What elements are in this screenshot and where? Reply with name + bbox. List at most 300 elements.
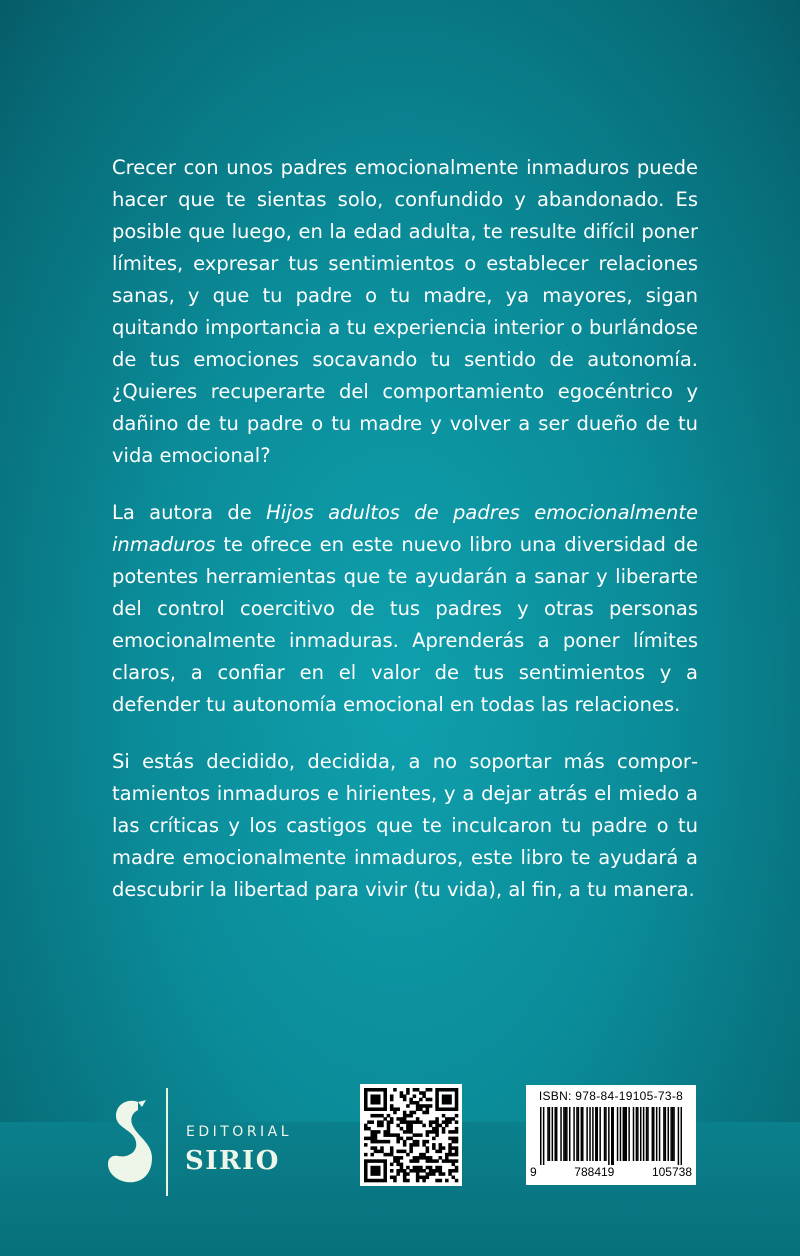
barcode-bar xyxy=(586,1107,588,1161)
qr-module xyxy=(416,1133,420,1137)
qr-module xyxy=(367,1137,371,1141)
qr-module xyxy=(393,1159,397,1163)
qr-module xyxy=(442,1094,446,1098)
qr-module xyxy=(439,1179,443,1183)
qr-module xyxy=(416,1172,420,1176)
qr-module xyxy=(396,1169,400,1173)
qr-module xyxy=(455,1140,459,1144)
qr-module xyxy=(390,1104,394,1108)
qr-module xyxy=(377,1101,381,1105)
qr-module xyxy=(400,1163,404,1167)
qr-module xyxy=(396,1124,400,1128)
qr-module xyxy=(445,1156,449,1160)
qr-module xyxy=(435,1117,439,1121)
qr-module xyxy=(387,1124,391,1128)
qr-module xyxy=(377,1120,381,1124)
qr-module xyxy=(409,1114,413,1118)
qr-module xyxy=(452,1153,456,1157)
qr-module xyxy=(416,1107,420,1111)
qr-module xyxy=(409,1098,413,1102)
qr-module xyxy=(422,1111,426,1115)
qr-module xyxy=(442,1159,446,1163)
qr-module xyxy=(435,1104,439,1108)
barcode-bar xyxy=(611,1107,613,1165)
qr-module xyxy=(370,1130,374,1134)
qr-module xyxy=(439,1146,443,1150)
qr-module xyxy=(380,1179,384,1183)
qr-module xyxy=(455,1091,459,1095)
qr-module xyxy=(439,1143,443,1147)
barcode-bar xyxy=(681,1107,682,1165)
barcode-bar xyxy=(565,1107,567,1161)
barcode-bar xyxy=(582,1107,584,1161)
qr-module xyxy=(413,1101,417,1105)
qr-module xyxy=(422,1169,426,1173)
qr-module xyxy=(377,1124,381,1128)
qr-module xyxy=(439,1088,443,1092)
qr-module xyxy=(416,1176,420,1180)
barcode xyxy=(540,1107,682,1165)
qr-module xyxy=(432,1130,436,1134)
qr-module xyxy=(377,1159,381,1163)
qr-module xyxy=(380,1124,384,1128)
qr-module xyxy=(426,1107,430,1111)
qr-module xyxy=(370,1179,374,1183)
qr-module xyxy=(455,1169,459,1173)
qr-module xyxy=(380,1150,384,1154)
qr-module xyxy=(400,1120,404,1124)
qr-module xyxy=(455,1107,459,1111)
qr-module xyxy=(429,1104,433,1108)
barcode-bar xyxy=(628,1107,630,1161)
qr-module xyxy=(390,1163,394,1167)
qr-module xyxy=(380,1114,384,1118)
qr-module xyxy=(426,1176,430,1180)
qr-module xyxy=(374,1094,378,1098)
qr-module xyxy=(374,1107,378,1111)
qr-module xyxy=(455,1150,459,1154)
qr-module xyxy=(409,1120,413,1124)
qr-module xyxy=(416,1117,420,1121)
qr-module xyxy=(390,1094,394,1098)
qr-module xyxy=(406,1114,410,1118)
barcode-bar xyxy=(678,1107,680,1165)
qr-module xyxy=(400,1117,404,1121)
qr-module xyxy=(439,1156,443,1160)
qr-module xyxy=(387,1153,391,1157)
qr-module xyxy=(370,1107,374,1111)
qr-module xyxy=(416,1120,420,1124)
qr-module xyxy=(435,1107,439,1111)
qr-module xyxy=(435,1130,439,1134)
qr-module xyxy=(364,1094,368,1098)
qr-module xyxy=(367,1088,371,1092)
qr-module xyxy=(377,1179,381,1183)
qr-module xyxy=(455,1088,459,1092)
qr-module xyxy=(439,1124,443,1128)
barcode-bar xyxy=(605,1107,607,1161)
qr-module xyxy=(403,1120,407,1124)
qr-module xyxy=(409,1159,413,1163)
qr-module xyxy=(452,1107,456,1111)
barcode-bar xyxy=(647,1107,649,1161)
qr-module xyxy=(445,1094,449,1098)
qr-module xyxy=(403,1140,407,1144)
qr-module xyxy=(432,1143,436,1147)
qr-module xyxy=(383,1098,387,1102)
qr-module xyxy=(429,1120,433,1124)
qr-module xyxy=(383,1153,387,1157)
qr-module xyxy=(390,1117,394,1121)
qr-module xyxy=(429,1156,433,1160)
publisher-logo xyxy=(108,1088,328,1198)
qr-code xyxy=(360,1084,462,1186)
barcode-bar xyxy=(576,1107,578,1161)
qr-module xyxy=(416,1140,420,1144)
qr-module xyxy=(400,1150,404,1154)
qr-module xyxy=(383,1130,387,1134)
qr-module xyxy=(387,1140,391,1144)
barcode-digits-group-1: 788419 xyxy=(574,1165,615,1179)
qr-module xyxy=(370,1114,374,1118)
qr-module xyxy=(426,1130,430,1134)
qr-module xyxy=(442,1120,446,1124)
logo-divider xyxy=(166,1088,168,1196)
qr-module xyxy=(406,1153,410,1157)
qr-module xyxy=(370,1088,374,1092)
qr-module xyxy=(374,1098,378,1102)
qr-module xyxy=(429,1166,433,1170)
barcode-bar xyxy=(643,1107,645,1161)
qr-module xyxy=(406,1166,410,1170)
qr-module xyxy=(452,1163,456,1167)
qr-module xyxy=(380,1159,384,1163)
qr-module xyxy=(403,1169,407,1173)
qr-module xyxy=(406,1088,410,1092)
barcode-bar xyxy=(554,1107,556,1161)
qr-module xyxy=(370,1120,374,1124)
qr-module xyxy=(416,1101,420,1105)
qr-module xyxy=(429,1088,433,1092)
qr-module xyxy=(383,1101,387,1105)
swan-icon xyxy=(108,1098,152,1184)
qr-module xyxy=(374,1133,378,1137)
qr-module xyxy=(445,1159,449,1163)
barcode-bar xyxy=(595,1107,597,1161)
qr-module xyxy=(435,1159,439,1163)
qr-module xyxy=(429,1169,433,1173)
qr-module xyxy=(435,1133,439,1137)
qr-module xyxy=(377,1169,381,1173)
qr-module xyxy=(435,1127,439,1131)
qr-module xyxy=(409,1124,413,1128)
qr-module xyxy=(393,1179,397,1183)
qr-module xyxy=(448,1130,452,1134)
barcode-bar xyxy=(640,1107,642,1161)
qr-module xyxy=(364,1159,368,1163)
qr-module xyxy=(364,1104,368,1108)
qr-module xyxy=(409,1143,413,1147)
qr-module xyxy=(448,1120,452,1124)
barcode-bar xyxy=(656,1107,658,1161)
qr-module xyxy=(416,1088,420,1092)
qr-module xyxy=(419,1091,423,1095)
barcode-bar xyxy=(540,1107,542,1165)
qr-module xyxy=(374,1140,378,1144)
qr-module xyxy=(396,1107,400,1111)
qr-module xyxy=(367,1120,371,1124)
paragraph-2-start: La autora de xyxy=(112,501,267,524)
qr-module xyxy=(435,1124,439,1128)
publisher-name-line-1: EDITORIAL xyxy=(186,1124,293,1140)
qr-module xyxy=(370,1146,374,1150)
qr-module xyxy=(426,1166,430,1170)
qr-module xyxy=(435,1088,439,1092)
qr-module xyxy=(380,1146,384,1150)
qr-module xyxy=(383,1107,387,1111)
qr-module xyxy=(452,1140,456,1144)
qr-module xyxy=(455,1137,459,1141)
qr-module xyxy=(452,1176,456,1180)
qr-module xyxy=(419,1153,423,1157)
qr-module xyxy=(403,1130,407,1134)
qr-module xyxy=(409,1150,413,1154)
qr-module xyxy=(426,1156,430,1160)
qr-module xyxy=(432,1169,436,1173)
qr-module xyxy=(445,1101,449,1105)
qr-module xyxy=(403,1143,407,1147)
qr-module xyxy=(403,1172,407,1176)
publisher-name-line-2: SIRIO xyxy=(185,1146,280,1176)
qr-module xyxy=(416,1159,420,1163)
paragraph-3: Si estás decidido, decidida, a no soportar más comportamientos inmaduros e hirientes, y a dejar atrás el miedo a las críticas y los castigos que te inculcaron tu padre o tu madre emocionalmente inmaduros, este libro te ayudará a descubrir la libertad para vivir (tu vida), al fin, a tu manera. xyxy=(112,750,698,901)
qr-module xyxy=(367,1179,371,1183)
qr-module xyxy=(426,1159,430,1163)
barcode-bar xyxy=(620,1107,622,1161)
qr-module xyxy=(367,1159,371,1163)
barcode-bar xyxy=(573,1107,575,1161)
qr-module xyxy=(416,1104,420,1108)
qr-module xyxy=(455,1153,459,1157)
qr-module xyxy=(413,1133,417,1137)
qr-module xyxy=(387,1133,391,1137)
qr-module xyxy=(439,1150,443,1154)
qr-module xyxy=(383,1094,387,1098)
barcode-bar xyxy=(665,1107,667,1161)
qr-module xyxy=(393,1107,397,1111)
qr-module xyxy=(426,1140,430,1144)
qr-module xyxy=(445,1153,449,1157)
qr-module xyxy=(455,1127,459,1131)
qr-module xyxy=(435,1120,439,1124)
qr-module xyxy=(448,1146,452,1150)
barcode-bar xyxy=(599,1107,601,1161)
qr-module xyxy=(455,1166,459,1170)
qr-module xyxy=(390,1153,394,1157)
qr-module xyxy=(403,1176,407,1180)
qr-module xyxy=(426,1146,430,1150)
qr-module xyxy=(364,1088,368,1092)
qr-module xyxy=(364,1101,368,1105)
qr-module xyxy=(393,1088,397,1092)
qr-module xyxy=(426,1111,430,1115)
qr-module xyxy=(445,1120,449,1124)
qr-module xyxy=(419,1176,423,1180)
qr-module xyxy=(413,1166,417,1170)
barcode-bar xyxy=(624,1107,626,1161)
qr-module xyxy=(364,1127,368,1131)
qr-module xyxy=(383,1159,387,1163)
qr-module xyxy=(419,1098,423,1102)
qr-module xyxy=(455,1104,459,1108)
qr-module xyxy=(416,1169,420,1173)
qr-module xyxy=(432,1127,436,1131)
qr-module xyxy=(374,1179,378,1183)
qr-module xyxy=(370,1137,374,1141)
qr-module xyxy=(383,1104,387,1108)
barcode-bar xyxy=(549,1107,551,1161)
qr-module xyxy=(422,1140,426,1144)
back-cover-text xyxy=(112,152,698,931)
qr-module xyxy=(387,1127,391,1131)
isbn-label: ISBN: 978-84-19105-73-8 xyxy=(538,1089,684,1103)
qr-module xyxy=(370,1133,374,1137)
qr-module xyxy=(439,1172,443,1176)
qr-module xyxy=(455,1120,459,1124)
qr-module xyxy=(396,1172,400,1176)
qr-module xyxy=(390,1120,394,1124)
qr-module xyxy=(406,1137,410,1141)
paragraph-1: Crecer con unos padres emocionalmente inmaduros puede hacer que te sientas solo, confundido y abandonado. Es posible que luego, en la edad adulta, te resulte difícil poner límites, expresar tus sentimientos o establecer relaciones sanas, y que tu padre o tu madre, ya mayores, sigan quitando importancia a tu experiencia interior o burlándose de tus emociones socavando tu sentido de autonomía. ¿Quieres recuperarte del comportamiento egocéntrico y dañino de tu padre o tu madre y volver a ser dueño de tu vida emocional? xyxy=(112,156,698,467)
qr-module xyxy=(377,1114,381,1118)
qr-module xyxy=(452,1088,456,1092)
qr-module xyxy=(374,1130,378,1134)
qr-module xyxy=(455,1146,459,1150)
qr-module xyxy=(403,1150,407,1154)
qr-module xyxy=(413,1159,417,1163)
qr-module xyxy=(396,1117,400,1121)
barcode-bar xyxy=(663,1107,665,1161)
qr-module xyxy=(390,1169,394,1173)
barcode-digits-group-2: 105738 xyxy=(651,1165,692,1179)
qr-module xyxy=(448,1137,452,1141)
qr-module xyxy=(413,1120,417,1124)
qr-module xyxy=(422,1156,426,1160)
qr-module xyxy=(422,1104,426,1108)
qr-module xyxy=(374,1159,378,1163)
qr-module xyxy=(377,1107,381,1111)
paragraph-2-rest: te ofrece en este nuevo libro una diversidad de potentes herramientas que te ayudarán a sanar y liberarte del control coercitivo de tus padres y otras personas emocionalmente inmaduras. Aprenderás a poner límites claros, a confiar en el valor de tus sentimientos y a defender tu autonomía emocional en todas las relaciones. xyxy=(112,533,698,716)
qr-module xyxy=(403,1111,407,1115)
qr-module xyxy=(413,1143,417,1147)
qr-module xyxy=(390,1098,394,1102)
qr-module xyxy=(429,1172,433,1176)
qr-module xyxy=(442,1107,446,1111)
qr-module xyxy=(422,1179,426,1183)
barcode-bar xyxy=(673,1107,675,1161)
qr-module xyxy=(442,1098,446,1102)
qr-module xyxy=(452,1169,456,1173)
qr-module xyxy=(413,1169,417,1173)
qr-module xyxy=(367,1127,371,1131)
qr-module xyxy=(380,1140,384,1144)
qr-module xyxy=(429,1098,433,1102)
qr-module xyxy=(406,1120,410,1124)
qr-module xyxy=(448,1094,452,1098)
qr-module xyxy=(370,1169,374,1173)
qr-module xyxy=(364,1153,368,1157)
qr-module xyxy=(452,1159,456,1163)
barcode-bar xyxy=(608,1107,610,1165)
qr-module xyxy=(374,1169,378,1173)
qr-module xyxy=(426,1098,430,1102)
qr-module xyxy=(370,1166,374,1170)
qr-module xyxy=(364,1137,368,1141)
paragraph-2 xyxy=(112,497,698,721)
qr-module xyxy=(400,1094,404,1098)
qr-module xyxy=(419,1169,423,1173)
qr-module xyxy=(416,1156,420,1160)
qr-module xyxy=(448,1143,452,1147)
qr-module xyxy=(445,1107,449,1111)
qr-module xyxy=(416,1166,420,1170)
qr-module xyxy=(364,1098,368,1102)
barcode-bar xyxy=(637,1107,639,1161)
qr-module xyxy=(448,1153,452,1157)
qr-module xyxy=(377,1166,381,1170)
qr-module xyxy=(403,1114,407,1118)
qr-module xyxy=(383,1166,387,1170)
qr-module xyxy=(445,1124,449,1128)
qr-module xyxy=(390,1146,394,1150)
qr-module xyxy=(452,1130,456,1134)
barcode-bar xyxy=(633,1107,635,1161)
qr-module xyxy=(400,1091,404,1095)
qr-module xyxy=(416,1143,420,1147)
qr-module xyxy=(409,1130,413,1134)
qr-module xyxy=(406,1172,410,1176)
qr-module xyxy=(426,1104,430,1108)
qr-module xyxy=(396,1140,400,1144)
qr-module xyxy=(435,1098,439,1102)
qr-module xyxy=(419,1104,423,1108)
qr-module xyxy=(409,1137,413,1141)
qr-module xyxy=(429,1124,433,1128)
qr-module xyxy=(413,1088,417,1092)
qr-module xyxy=(455,1130,459,1134)
qr-module xyxy=(422,1094,426,1098)
barcode-bar xyxy=(563,1107,565,1161)
qr-module xyxy=(416,1179,420,1183)
qr-module xyxy=(419,1156,423,1160)
qr-module xyxy=(383,1176,387,1180)
qr-module xyxy=(435,1179,439,1183)
qr-module xyxy=(377,1098,381,1102)
qr-module xyxy=(377,1088,381,1092)
qr-module xyxy=(396,1150,400,1154)
qr-module xyxy=(380,1107,384,1111)
qr-module xyxy=(374,1146,378,1150)
qr-module xyxy=(396,1163,400,1167)
qr-module xyxy=(370,1159,374,1163)
qr-module xyxy=(383,1117,387,1121)
barcode-bar xyxy=(623,1107,625,1161)
qr-module xyxy=(435,1169,439,1173)
barcode-bar xyxy=(560,1107,562,1161)
qr-module xyxy=(364,1166,368,1170)
qr-module xyxy=(419,1166,423,1170)
qr-module xyxy=(364,1107,368,1111)
